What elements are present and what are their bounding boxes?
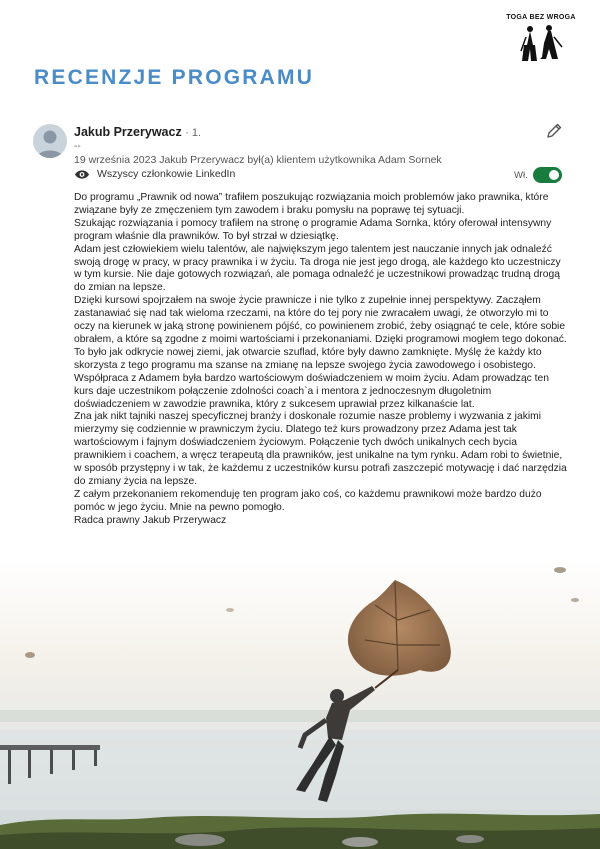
relationship-meta: 19 września 2023 Jakub Przerywacz był(a) klientem użytkownika Adam Sornek: [74, 154, 442, 166]
visibility-toggle[interactable]: [533, 167, 562, 183]
review-signature: Radca prawny Jakub Przerywacz: [74, 514, 227, 526]
author-name[interactable]: Jakub Przerywacz: [74, 125, 182, 139]
photo-man-flying-with-leaf: [0, 560, 600, 849]
review-paragraph: Zna jak nikt tajniki naszej specyficznej branży i doskonale rozumie nasze problemy i wyzwania z jakimi mierzymy się codziennie w prawniczym życiu. Dlatego też kurs prowadzony przez Adama jest tak wartościowym i fajnym doświadczeniem życiowym. Połączenie tych dwóch unikalnych cech bycia prawnikiem i coachem, a wręcz terapeutą dla prawników, jest unikalne na tym rynku. Adam robi to świetnie, w sposób przystępny i w tak, że każdemu z uczestników kursu potrafi zaszczepić motywację i dać narzędzia do zmiany życia na lepsze.: [74, 411, 567, 487]
logo-figures-icon: [518, 23, 564, 65]
logo: [506, 14, 576, 65]
review-text: [74, 192, 569, 528]
review-paragraph: Szukając rozwiązania i pomocy trafiłem na stronę o programie Adama Sornka, który oferował intensywny program właśnie dla prawników. To był strzał w dziesiątkę.: [74, 217, 552, 242]
avatar-silhouette-icon: [33, 124, 67, 158]
toggle-label: Wł.: [514, 170, 528, 181]
page-title: RECENZJE PROGRAMU: [34, 66, 315, 89]
avatar[interactable]: [33, 124, 67, 158]
headline-dashes: --: [74, 141, 81, 152]
author-row: [74, 125, 201, 139]
review-paragraph: Współpraca z Adamem była bardzo wartościowym doświadczeniem w moim życiu. Adam prowadząc ten kurs daje uczestnikom połączenie zdolności coach`a i mentora z jednoczesnym długoletnim doświadczeniem w zawodzie prawnika, który z sukcesem uprawiał przez kilkanaście lat.: [74, 372, 549, 410]
visibility-label: Wszyscy członkowie LinkedIn: [97, 168, 236, 180]
pencil-icon[interactable]: [545, 122, 563, 145]
toggle-knob: [549, 170, 559, 180]
review-paragraph: Z całym przekonaniem rekomenduję ten program jako coś, co każdemu prawnikowi może bardzo dużo pomóc w jego życiu. Mnie na pewno pomogło.: [74, 488, 542, 513]
review-paragraph: Dzięki kursowi spojrzałem na swoje życie prawnicze i nie tylko z zupełnie innej perspektywy. Zacząłem zastanawiać się nad tak wieloma rzeczami, na które do tej pory nie zwracałem uwagi, że otworzyło mi to oczy na kierunek w jaką stronę powinienem pójść, co powinienem zrobić, żeby osiągnąć te cele, które sobie obrałem, a które są zgodne z moimi wartościami i przekonaniami. Dzięki programowi mogłem tego dokonać.: [74, 295, 567, 345]
logo-text: TOGA BEZ WROGA: [506, 14, 576, 21]
review-paragraph: Adam jest człowiekiem wielu talentów, ale największym jego talentem jest nauczanie innych jak odnaleźć swoją drogę w pracy, w pracy prawnika i w życiu. Ta droga nie jest jego drogą, ale każdego kto uczestniczy w tym kursie. Nie daje gotowych rozwiązań, ale pomaga odnaleźć je uczestnikowi prowadząc trudną drogą do zmian na lepsze.: [74, 243, 561, 294]
eye-icon: [74, 169, 90, 180]
connection-degree: · 1.: [185, 127, 202, 139]
visibility-row[interactable]: [74, 168, 235, 180]
review-paragraph: Do programu „Prawnik od nowa” trafiłem poszukując rozwiązania moich problemów jako prawnika, które związane były ze zmęczeniem tym zawodem i braku pomysłu na poprawę tej sytuacji.: [74, 192, 549, 216]
review-paragraph: To było jak odkrycie nowej ziemi, jak otwarcie szuflad, które były dawno zamknięte. Myślę że każdy kto skorzysta z tego programu ma szanse na zmianę na lepsze swojego życia zawodowego i osobistego.: [74, 346, 542, 371]
